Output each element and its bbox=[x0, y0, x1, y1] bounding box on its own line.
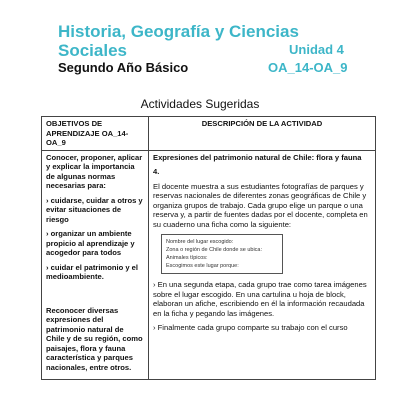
description-cell bbox=[149, 150, 376, 380]
worksheet-line: Zona o región de Chile donde se ubica: bbox=[166, 247, 263, 253]
activity-title: Expresiones del patrimonio natural de Chile: flora y fauna bbox=[153, 152, 362, 162]
worksheet-box bbox=[161, 234, 283, 274]
objectives-header: OBJETIVOS DE APRENDIZAJE OA_14-OA_9 bbox=[42, 117, 149, 151]
worksheet-line: Escogimos este lugar porque: bbox=[166, 263, 239, 269]
unit-label: Unidad 4 bbox=[289, 42, 344, 57]
grade-label: Segundo Año Básico bbox=[58, 60, 189, 75]
worksheet-line: Animales típicos: bbox=[166, 255, 208, 261]
table-row bbox=[42, 150, 376, 380]
section-title: Actividades Sugeridas bbox=[140, 97, 260, 111]
description-header: DESCRIPCIÓN DE LA ACTIVIDAD bbox=[149, 117, 376, 151]
activity-paragraph: El docente muestra a sus estudiantes fotografías de parques y reservas nacionales de diferentes zonas geográficas de Chile y organiza grupos de trabajo. Cada grupo elige un parque o una reserva y, a partir de fuentes dadas por el docente, completa en su cuaderno una ficha como la siguiente: bbox=[153, 181, 368, 229]
objective-item: › cuidar el patrimonio y el medioambiente. bbox=[46, 262, 138, 281]
subject-title: Historia, Geografía y Ciencias Sociales bbox=[58, 22, 299, 60]
objectives-cell bbox=[42, 150, 149, 380]
activity-paragraph: › En una segunda etapa, cada grupo trae como tarea imágenes sobre el lugar escogido. En una cartulina u hoja de block, elaboran un afiche, escribiendo en él la información recaudada en la ficha y pegando las imágenes. bbox=[153, 280, 367, 318]
objective-item: Reconocer diversas expresiones del patrimonio natural de Chile y de su región, como paisajes, flora y fauna característica y parques nacionales, entre otros. bbox=[46, 305, 143, 372]
activity-paragraph: › Finalmente cada grupo comparte su trabajo con el curso bbox=[153, 323, 348, 332]
objective-item: › organizar un ambiente propicio al aprendizaje y acogedor para todos bbox=[46, 229, 135, 257]
activities-table bbox=[41, 116, 376, 380]
objective-item: Conocer, proponer, aplicar y explicar la importancia de algunas normas necesarias para: bbox=[46, 152, 143, 190]
worksheet-line: Nombre del lugar escogido: bbox=[166, 239, 234, 245]
objective-item: › cuidarse, cuidar a otros y evitar situaciones de riesgo bbox=[46, 195, 143, 224]
objective-code: OA_14-OA_9 bbox=[268, 60, 348, 75]
table-header-row bbox=[42, 117, 376, 151]
activity-number: 4. bbox=[153, 167, 160, 176]
